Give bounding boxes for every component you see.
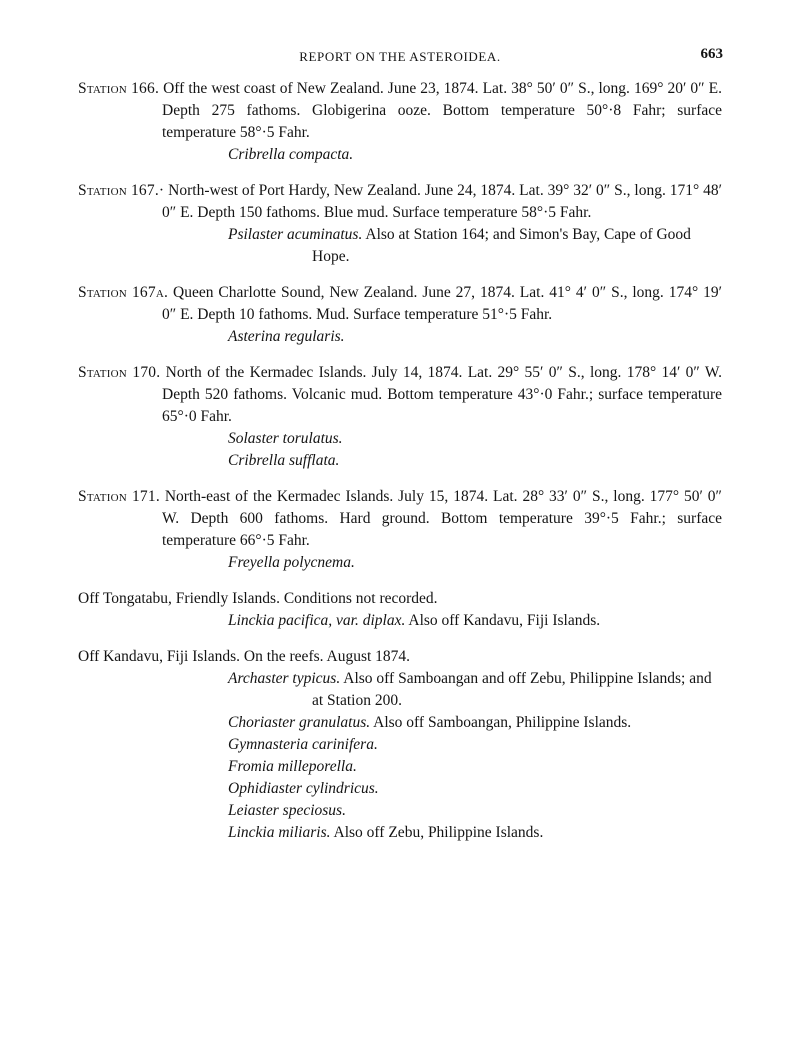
station-list bbox=[78, 78, 722, 858]
station-description bbox=[78, 78, 722, 144]
species-name: Fromia milleporella. bbox=[228, 758, 357, 775]
species-list bbox=[78, 144, 722, 166]
locality-entry bbox=[78, 646, 722, 844]
station-entry bbox=[78, 282, 722, 348]
station-entry bbox=[78, 362, 722, 472]
species-name: Solaster torulatus. bbox=[228, 430, 343, 447]
species-name: Gymnasteria carinifera. bbox=[228, 736, 378, 753]
species-item bbox=[78, 778, 722, 800]
station-details: North of the Kermadec Islands. July 14, 1874. Lat. 29° 55′ 0″ S., long. 178° 14′ 0″ W. Depth 520 fathoms. Volcanic mud. Bottom temperature 43°·0 Fahr.; surface temperature 65°·0 Fahr. bbox=[162, 364, 723, 425]
locality-details: Off Kandavu, Fiji Islands. On the reefs. August 1874. bbox=[78, 648, 411, 665]
species-note: Also at Station 164; and Simon's Bay, Cape of Good Hope. bbox=[312, 226, 691, 265]
station-label: Station 171. bbox=[78, 488, 160, 505]
station-description bbox=[78, 180, 722, 224]
species-item bbox=[78, 734, 722, 756]
species-name: Linckia pacifica, var. diplax. bbox=[228, 612, 406, 629]
species-item bbox=[78, 552, 722, 574]
species-item bbox=[78, 428, 722, 450]
locality-entry bbox=[78, 588, 722, 632]
species-note: Also off Kandavu, Fiji Islands. bbox=[408, 612, 601, 629]
species-item bbox=[78, 800, 722, 822]
species-item bbox=[78, 610, 722, 632]
station-label: Station 167.· bbox=[78, 182, 165, 199]
page-header bbox=[0, 46, 800, 68]
species-item bbox=[78, 712, 722, 734]
station-entry bbox=[78, 180, 722, 268]
station-details: North-west of Port Hardy, New Zealand. June 24, 1874. Lat. 39° 32′ 0″ S., long. 171° 48′ 0″ E. Depth 150 fathoms. Blue mud. Surface temperature 58°·5 Fahr. bbox=[162, 182, 722, 221]
station-description bbox=[78, 486, 722, 552]
locality-details: Off Tongatabu, Friendly Islands. Conditions not recorded. bbox=[78, 590, 438, 607]
species-name: Ophidiaster cylindricus. bbox=[228, 780, 379, 797]
species-name: Asterina regularis. bbox=[228, 328, 345, 345]
species-name: Choriaster granulatus. bbox=[228, 714, 371, 731]
page-number: 663 bbox=[700, 46, 723, 62]
species-name: Psilaster acuminatus. bbox=[228, 226, 363, 243]
species-name: Archaster typicus. bbox=[228, 670, 341, 687]
species-item bbox=[78, 144, 722, 166]
species-name: Cribrella compacta. bbox=[228, 146, 354, 163]
species-name: Cribrella sufflata. bbox=[228, 452, 340, 469]
species-item bbox=[78, 326, 722, 348]
species-item bbox=[78, 224, 722, 268]
species-list bbox=[78, 428, 722, 472]
species-item bbox=[78, 822, 722, 844]
species-list bbox=[78, 552, 722, 574]
station-entry bbox=[78, 78, 722, 166]
locality-description bbox=[78, 646, 722, 668]
species-note: Also off Samboangan, Philippine Islands. bbox=[373, 714, 632, 731]
species-item bbox=[78, 756, 722, 778]
station-details: North-east of the Kermadec Islands. July 15, 1874. Lat. 28° 33′ 0″ S., long. 177° 50′ 0″ W. Depth 600 fathoms. Hard ground. Bottom temperature 39°·5 Fahr.; surface temperature 66°·5 Fahr. bbox=[162, 488, 723, 549]
species-name: Freyella polycnema. bbox=[228, 554, 355, 571]
species-list bbox=[78, 610, 722, 632]
species-name: Linckia miliaris. bbox=[228, 824, 331, 841]
station-details: Queen Charlotte Sound, New Zealand. June 27, 1874. Lat. 41° 4′ 0″ S., long. 174° 19′ 0″ E. Depth 10 fathoms. Mud. Surface temperature 51°·5 Fahr. bbox=[162, 284, 723, 323]
station-details: Off the west coast of New Zealand. June 23, 1874. Lat. 38° 50′ 0″ S., long. 169° 20′ 0″ E. Depth 275 fathoms. Globigerina ooze. Bottom temperature 50°·8 Fahr; surface temperature 58°·5 Fahr. bbox=[162, 80, 723, 141]
station-description bbox=[78, 282, 722, 326]
species-note: Also off Samboangan and off Zebu, Philippine Islands; and at Station 200. bbox=[312, 670, 712, 709]
locality-description bbox=[78, 588, 722, 610]
species-list bbox=[78, 224, 722, 268]
species-note: Also off Zebu, Philippine Islands. bbox=[333, 824, 544, 841]
running-head: REPORT ON THE ASTEROIDEA. bbox=[299, 49, 501, 64]
species-list bbox=[78, 668, 722, 844]
species-list bbox=[78, 326, 722, 348]
station-label: Station 170. bbox=[78, 364, 161, 381]
species-item bbox=[78, 668, 722, 712]
station-label: Station 167a. bbox=[78, 284, 169, 301]
species-item bbox=[78, 450, 722, 472]
species-name: Leiaster speciosus. bbox=[228, 802, 346, 819]
station-label: Station 166. bbox=[78, 80, 160, 97]
station-entry bbox=[78, 486, 722, 574]
station-description bbox=[78, 362, 722, 428]
